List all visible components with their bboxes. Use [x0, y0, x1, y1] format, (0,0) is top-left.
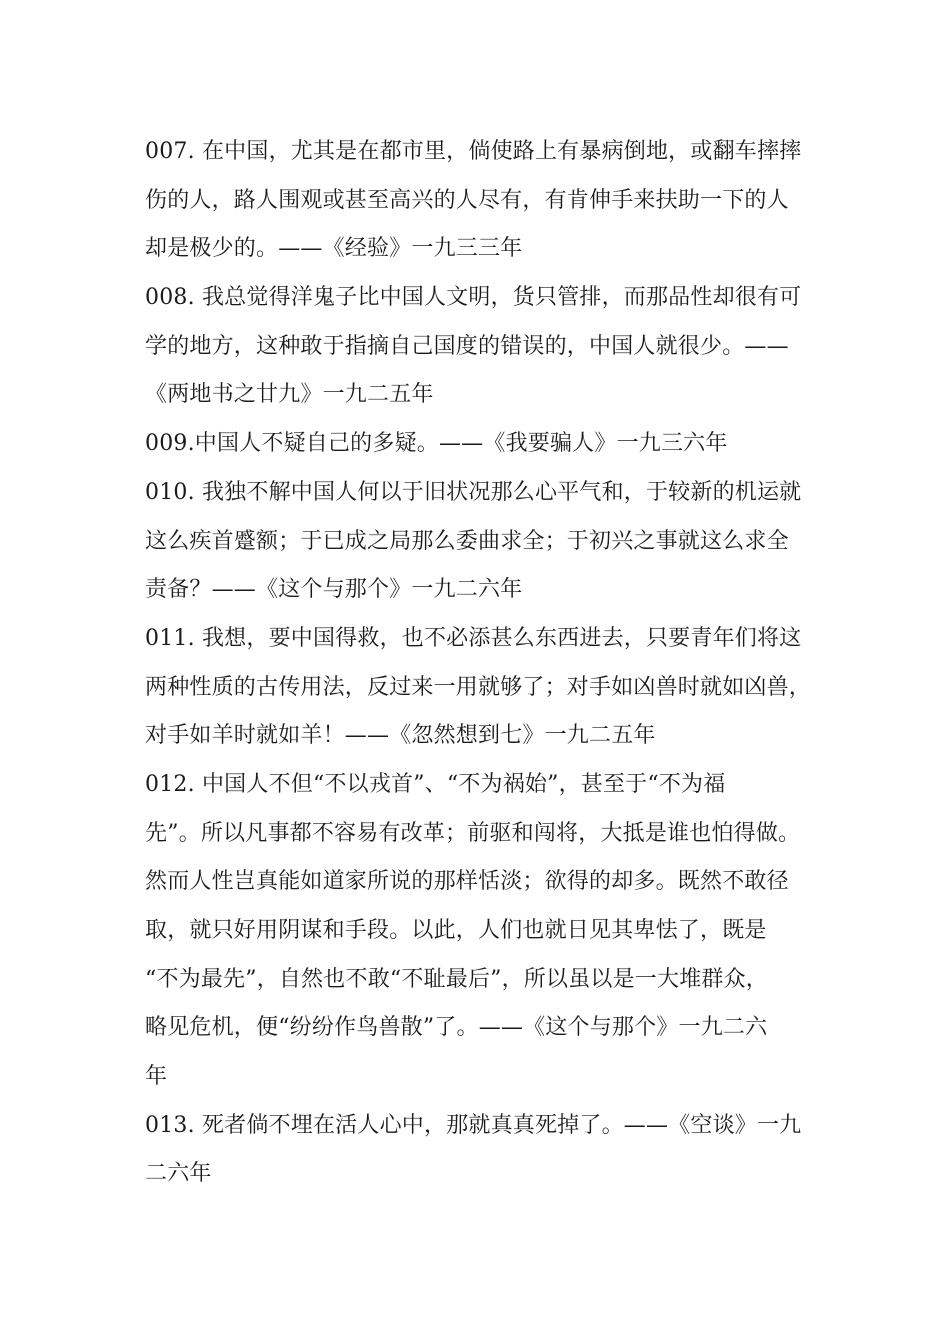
- text-line: 取，就只好用阴谋和手段。以此，人们也就日见其卑怯了，既是: [145, 918, 767, 943]
- document-body: [145, 128, 815, 1199]
- text-line: 年: [145, 1064, 168, 1090]
- text-line: 009.中国人不疑自己的多疑。——《我要骗人》一九三六年: [145, 431, 728, 457]
- text-line: 却是极少的。——《经验》一九三三年: [145, 236, 523, 262]
- text-line: 对手如羊时就如羊！——《忽然想到七》一九二五年: [145, 723, 656, 749]
- text-line: 略见危机，便“纷纷作鸟兽散”了。——《这个与那个》一九二六: [145, 1015, 768, 1041]
- text-line: 013. 死者倘不埋在活人心中，那就真真死掉了。——《空谈》一九: [145, 1112, 802, 1138]
- text-line: 二六年: [145, 1161, 212, 1187]
- text-line: 《两地书之廿九》一九二五年: [145, 382, 434, 408]
- text-line: 先”。所以凡事都不容易有改革；前驱和闯将，大抵是谁也怕得做。: [145, 820, 801, 846]
- text-line: 012. 中国人不但“不以戎首”、“不为祸始”，甚至于“不为福: [145, 771, 726, 797]
- text-line: 责备？——《这个与那个》一九二六年: [145, 577, 523, 603]
- text-line: 学的地方，这种敢于指摘自己国度的错误的，中国人就很少。——: [145, 333, 789, 359]
- text-line: 两种性质的古传用法，反过来一用就够了；对手如凶兽时就如凶兽，: [145, 674, 812, 700]
- text-line: 010. 我独不解中国人何以于旧状况那么心平气和，于较新的机运就: [145, 479, 802, 505]
- text-line: “不为最先”，自然也不敢“不耻最后”，所以虽以是一大堆群众，: [145, 966, 768, 992]
- text-line: 然而人性岂真能如道家所说的那样恬淡；欲得的却多。既然不敢径: [145, 869, 789, 895]
- text-line: 伤的人，路人围观或甚至高兴的人尽有，有肯伸手来扶助一下的人: [145, 187, 789, 213]
- text-line: 011. 我想，要中国得救，也不必添甚么东西进去，只要青年们将这: [145, 625, 802, 651]
- text-line: 008. 我总觉得洋鬼子比中国人文明，货只管排，而那品性却很有可: [145, 285, 802, 311]
- text-line: 这么疾首蹙额；于已成之局那么委曲求全；于初兴之事就这么求全: [145, 528, 789, 554]
- text-line: 007. 在中国，尤其是在都市里，倘使路上有暴病倒地，或翻车摔摔: [145, 139, 802, 164]
